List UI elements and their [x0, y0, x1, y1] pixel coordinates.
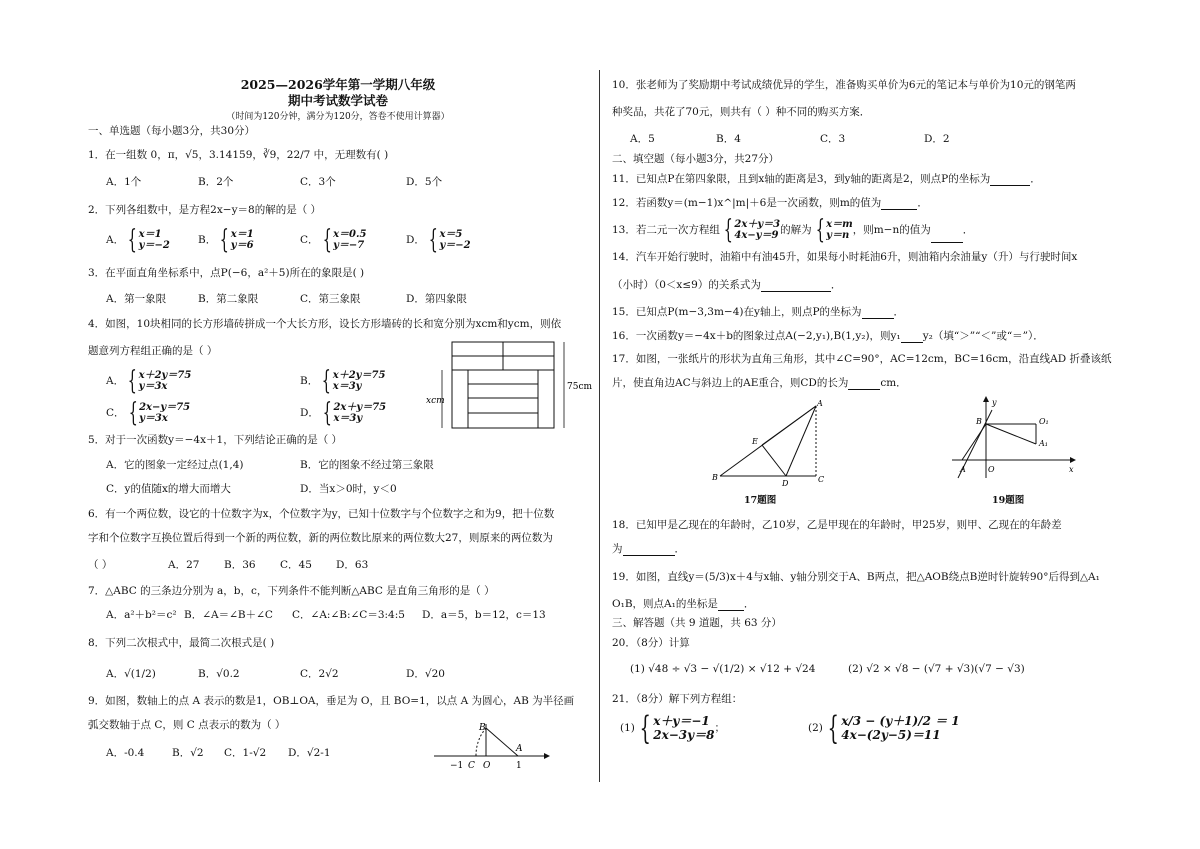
q1-option-a: A．1个	[106, 176, 142, 188]
q9-option-d: D．√2-1	[288, 747, 331, 759]
q10-option-c: C．3	[820, 133, 846, 145]
q5-option-b: B．它的图象不经过第三象限	[300, 459, 434, 471]
q18-line1: 18．已知甲是乙现在的年龄时，乙10岁，乙是甲现在的年龄时，甲25岁，则甲、乙现在的年龄差	[612, 519, 1062, 531]
fig19-label-o: O	[988, 465, 995, 474]
q1-option-d: D．5个	[406, 176, 443, 188]
q5-option-d: D．当x＞0时，y＜0	[300, 483, 397, 495]
fig19-label-a: A	[960, 465, 966, 474]
fig17-caption: 17题图	[744, 495, 777, 506]
q12-text: 12．若函数y＝(m−1)x^|m|＋6是一次函数，则m的值为 ．	[612, 197, 928, 209]
fig17-label-c: C	[818, 475, 825, 484]
q21-text: 21．（8分）解下列方程组：	[612, 693, 743, 705]
q20-text: 20．（8分）计算	[612, 637, 690, 649]
q9-fig-a: A	[516, 744, 523, 754]
q15-text: 15．已知点P(m−3,3m−4)在y轴上，则点P的坐标为 ．	[612, 306, 905, 318]
q5-option-a: A．它的图象一定经过点(1,4)	[106, 459, 244, 471]
q9-option-a: A．-0.4	[106, 747, 145, 759]
q6-option-c: C．45	[280, 559, 312, 571]
q9-line2: 弧交数轴于点 C，则 C 点表示的数为（ ）	[88, 719, 286, 731]
q20-part1: (1) √48 ÷ √3 − √(1/2) × √12 + √24	[630, 663, 816, 675]
section2-heading: 二、填空题（每小题3分，共27分）	[612, 153, 780, 165]
q20-part2: (2) √2 × √8 − (√7 + √3)(√7 − √3)	[848, 663, 1025, 675]
q9-line1: 9．如图，数轴上的点 A 表示的数是1，OB⊥OA，垂足为 O，且 BO=1，以点 A 为圆心，AB 为半径画	[88, 695, 575, 707]
q17-line2: 片，使直角边AC与斜边上的AE重合，则CD的长为 cm．	[612, 377, 907, 389]
q4-option-a: A． { x＋2y＝75 y＝3x	[106, 366, 192, 396]
exam-title-line2: 期中考试数学试卷	[287, 93, 388, 108]
q19-line2: O₁B，则点A₁的坐标是 ．	[612, 598, 755, 610]
fig19-caption: 19题图	[992, 495, 1025, 506]
q3-option-c: C．第三象限	[300, 293, 361, 305]
q2-option-c: C． { x＝0.5 y＝−7	[300, 225, 367, 255]
fig17-label-d: D	[782, 479, 789, 488]
q13-text: 13．若二元一次方程组 { 2x＋y＝3 4x−y＝9 的解为 { x＝m y＝n ，则m−n的值为 ．	[612, 215, 974, 245]
q14-line1: 14．汽车开始行驶时，油箱中有油45升，如果每小时耗油6升，则油箱内余油量y（升）与行驶时间x	[612, 251, 1078, 263]
q3-option-b: B．第二象限	[198, 293, 259, 305]
q7-text: 7．△ABC 的三条边分别为 a，b，c，下列条件不能判断△ABC 是直角三角形的是（ ）	[88, 585, 495, 597]
q4-option-c: C． { 2x−y＝75 y＝3x	[106, 398, 191, 428]
q3-text: 3．在平面直角坐标系中，点P(−6，a²＋5)所在的象限是( )	[88, 267, 365, 279]
q1-option-b: B．2个	[198, 176, 234, 188]
q10-option-d: D．2	[924, 133, 950, 145]
q6-option-d: D．63	[336, 559, 369, 571]
q14-line2: （小时）（0＜x≤9）的关系式为 ．	[612, 279, 842, 291]
exam-note: （时间为120分钟，满分为120分，答卷不使用计算器）	[226, 112, 450, 122]
q10-option-b: B．4	[716, 133, 741, 145]
q6-option-a: A．27	[168, 559, 200, 571]
fig19-label-y: y	[992, 398, 997, 407]
q5-option-c: C．y的值随x的增大而增大	[106, 483, 231, 495]
q8-option-a: A．√(1/2)	[106, 668, 156, 680]
fig17-label-b: B	[712, 473, 718, 482]
q2-option-a: A． { x＝1 y＝−2	[106, 225, 170, 255]
q8-option-b: B．√0.2	[198, 668, 240, 680]
exam-title-line1: 2025—2026学年第一学期八年级	[240, 77, 436, 92]
column-divider	[599, 70, 600, 782]
q7-option-a: A．a²＋b²＝c²	[106, 609, 177, 621]
q8-text: 8．下列二次根式中，最简二次根式是( )	[88, 637, 275, 649]
fig19-label-b: B	[976, 417, 982, 426]
q17-line1: 17．如图，一张纸片的形状为直角三角形，其中∠C=90°，AC=12cm，BC=16cm，沿直线AD 折叠该纸	[612, 353, 1112, 365]
fig17-label-e: E	[752, 437, 758, 446]
q9-option-b: B．√2	[172, 747, 204, 759]
q6-line3: （ ）	[88, 559, 113, 571]
fig19-label-a1: A₁	[1039, 439, 1048, 448]
section3-heading: 三、解答题（共 9 道题，共 63 分）	[612, 617, 782, 629]
q9-number-line-figure	[430, 718, 550, 774]
q19-line1: 19．如图，直线y＝(5/3)x＋4与x轴、y轴分别交于A、B两点，把△AOB绕点B逆时针旋转90°后得到△A₁	[612, 571, 1100, 583]
q21-part2: (2) { x/3 − (y＋1)/2 ＝ 1 4x−(2y−5)＝11	[808, 709, 960, 747]
q4-brick-figure	[426, 340, 593, 432]
q3-option-d: D．第四象限	[406, 293, 467, 305]
q4-option-d: D． { 2x＋y＝75 x＝3y	[300, 398, 387, 428]
q10-line2: 种奖品，共花了70元，则共有（ ）种不同的购买方案．	[612, 106, 871, 118]
q1-text: 1．在一组数 0，π，√5，3.14159，∛9，22/7 中，无理数有( )	[88, 149, 389, 161]
q10-line1: 10．张老师为了奖励期中考试成绩优异的学生，准备购买单价为6元的笔记本与单价为10元的钢笔两	[612, 79, 1076, 91]
q2-text: 2．下列各组数中，是方程2x−y＝8的解的是（ ）	[88, 204, 322, 216]
fig19-coordinate-figure	[948, 396, 1078, 480]
q7-option-b: B．∠A＝∠B＋∠C	[184, 609, 273, 621]
fig19-label-o1: O₁	[1039, 417, 1049, 426]
q9-option-c: C．1-√2	[224, 747, 267, 759]
q4-line1: 4．如图，10块相同的长方形墙砖拼成一个大长方形，设长方形墙砖的长和宽分别为xcm和ycm，则依	[88, 318, 562, 330]
q9-fig-c: C	[468, 761, 475, 771]
q7-option-c: C．∠A:∠B:∠C＝3:4:5	[292, 609, 405, 621]
q5-text: 5．对于一次函数y＝−4x＋1，下列结论正确的是（ ）	[88, 434, 343, 446]
q6-line2: 字和个位数字互换位置后得到一个新的两位数，新的两位数比原来的两位数大27，则原来的两位数为	[88, 532, 553, 544]
q9-fig-o: O	[483, 761, 491, 771]
q11-text: 11．已知点P在第四象限，且到x轴的距离是3，到y轴的距离是2，则点P的坐标为 ．	[612, 173, 1041, 185]
q10-option-a: A．5	[630, 133, 655, 145]
q6-line1: 6．有一个两位数，设它的十位数字为x，个位数字为y，已知十位数字与个位数字之和为9，把十位数	[88, 508, 555, 520]
q9-fig-b: B	[479, 723, 486, 733]
q8-option-d: D．√20	[406, 668, 445, 680]
q1-option-c: C．3个	[300, 176, 336, 188]
section1-heading: 一、单选题（每小题3分，共30分）	[88, 125, 256, 137]
q4-fig-x-label: xcm	[426, 396, 445, 406]
q3-option-a: A．第一象限	[106, 293, 167, 305]
q8-option-c: C．2√2	[300, 668, 339, 680]
q21-part1: (1) { x＋y＝−1 2x−3y＝8 ；	[620, 709, 725, 747]
q4-fig-length-label: 75cm	[567, 382, 593, 392]
q6-option-b: B．36	[224, 559, 256, 571]
q2-option-d: D． { x＝5 y＝−2	[406, 225, 471, 255]
q9-fig-minus1: −1	[450, 761, 464, 771]
q2-option-b: B． { x＝1 y＝6	[198, 225, 254, 255]
q18-line2: 为 ．	[612, 543, 685, 555]
q4-line2: 题意列方程组正确的是（ ）	[88, 345, 218, 357]
q7-option-d: D．a＝5，b＝12，c＝13	[422, 609, 546, 621]
q4-option-b: B． { x＋2y＝75 x＝3y	[300, 366, 386, 396]
fig17-triangle	[708, 396, 838, 488]
fig17-label-a: A	[817, 399, 823, 408]
fig19-label-x: x	[1069, 465, 1074, 474]
q9-fig-one: 1	[516, 761, 522, 771]
q16-text: 16．一次函数y＝−4x＋b的图象过点A(−2,y₁),B(1,y₂)，则y₁ y₂（填“＞”“＜”或“＝”）．	[612, 330, 1044, 342]
